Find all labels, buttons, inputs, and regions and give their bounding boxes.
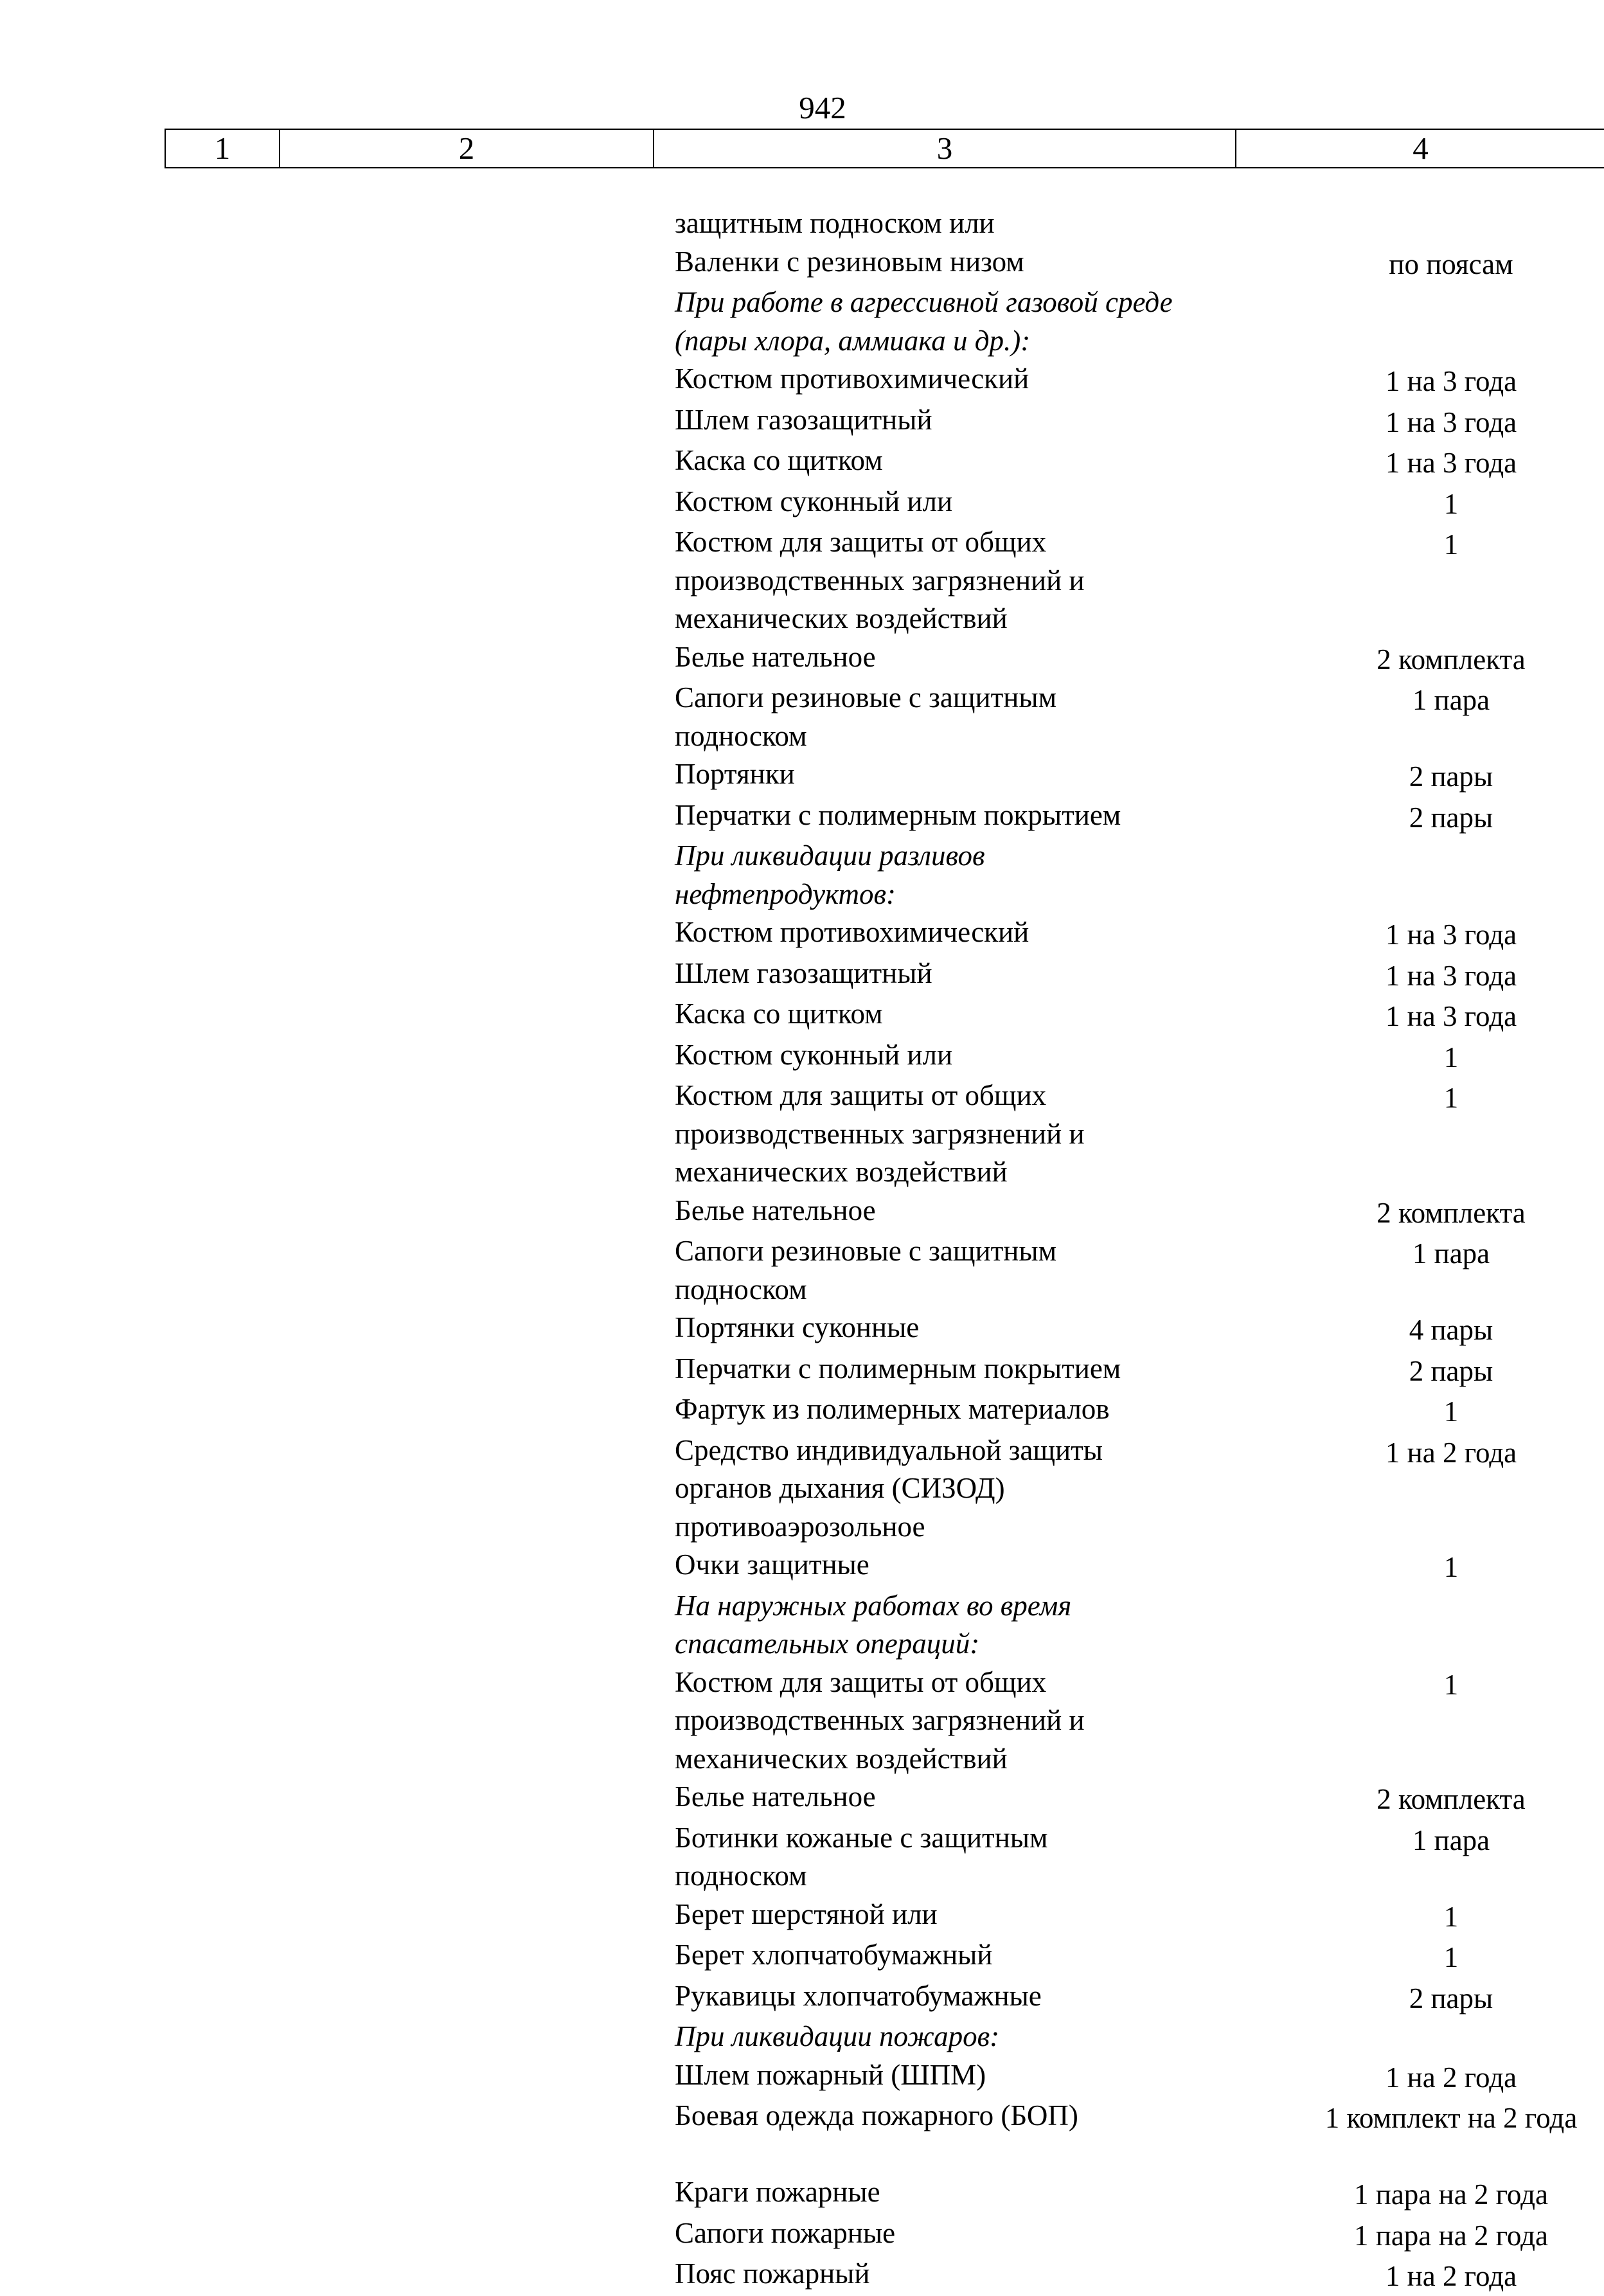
item-name-line: Сапоги резиновые с защитным: [675, 681, 1057, 713]
item-norm: 1 на 3 года: [1385, 406, 1517, 438]
item-norm: 1 на 3 года: [1385, 919, 1517, 951]
section-heading-line: (пары хлора, аммиака и др.):: [675, 324, 1031, 357]
item-row: [675, 2214, 1587, 2256]
item-row: [675, 1546, 1587, 1587]
item-name-line: Белье нательное: [675, 640, 876, 673]
item-norm: 1 на 3 года: [1385, 447, 1517, 479]
column-header-1: 1: [165, 129, 280, 168]
item-name: [675, 1431, 1253, 1547]
item-name-line: защитным подноском или: [675, 207, 995, 239]
item-name: [675, 2097, 1253, 2173]
item-norm: 1: [1443, 1941, 1459, 1973]
item-norm: 2 комплекта: [1377, 1783, 1526, 1815]
item-row: [675, 1977, 1587, 2018]
item-row: [675, 1309, 1587, 1350]
item-name-line: [675, 2135, 1253, 2174]
item-row: [675, 1350, 1587, 1391]
column-header-3: 3: [654, 129, 1236, 168]
item-row: [675, 1819, 1587, 1896]
item-name-line: Портянки: [675, 758, 795, 790]
section-heading: [675, 837, 1253, 913]
item-row: [675, 2255, 1587, 2296]
item-name: [675, 2056, 1253, 2095]
item-name: [675, 679, 1253, 755]
item-norm: 1 на 3 года: [1385, 959, 1517, 992]
item-norm: 1 пара: [1412, 1237, 1490, 1269]
item-name: [675, 913, 1253, 952]
section-heading-line: При ликвидации разливов: [675, 839, 985, 872]
item-name: [675, 955, 1253, 993]
item-name-line: Костюм суконный или: [675, 485, 953, 517]
item-row: [675, 995, 1587, 1036]
section-heading: [675, 2018, 1253, 2056]
item-row: [675, 442, 1587, 483]
item-name-line: производственных загрязнений и: [675, 1117, 1085, 1150]
item-name-line: Средство индивидуальной защиты: [675, 1433, 1103, 1466]
item-name-line: Очки защитные: [675, 1548, 869, 1581]
item-name: [675, 1896, 1253, 1934]
item-norm: 1: [1443, 487, 1459, 520]
item-name-line: Костюм для защиты от общих: [675, 1079, 1047, 1111]
item-row: [675, 955, 1587, 996]
item-name: [675, 2214, 1253, 2253]
section-heading-line: При ликвидации пожаров:: [675, 2020, 1000, 2052]
item-row: [675, 204, 1587, 243]
item-name-line: Перчатки с полимерным покрытием: [675, 1352, 1121, 1385]
item-name: [675, 483, 1253, 521]
item-name-line: Валенки с резиновым низом: [675, 245, 1024, 278]
item-name: [675, 243, 1253, 282]
item-row: [675, 360, 1587, 401]
item-row: [675, 1077, 1587, 1192]
item-norm: 1: [1443, 1900, 1459, 1933]
section-heading-line: нефтепродуктов:: [675, 877, 896, 910]
item-norm: 1 пара: [1412, 684, 1490, 716]
item-name-line: подноском: [675, 719, 807, 752]
item-name-line: Шлем пожарный (ШПМ): [675, 2058, 986, 2091]
item-norm: 1 на 2 года: [1385, 2260, 1517, 2292]
item-norm: 1 на 2 года: [1385, 1436, 1517, 1469]
equipment-list: [675, 204, 1587, 2296]
item-row: [675, 1390, 1587, 1431]
item-name-line: Белье нательное: [675, 1780, 876, 1813]
item-name-line: Рукавицы хлопчатобумажные: [675, 1979, 1042, 2012]
item-norm: 1 на 3 года: [1385, 365, 1517, 397]
item-name: [675, 2173, 1253, 2212]
item-norm: 1 пара: [1412, 1824, 1490, 1856]
column-header-2: 2: [280, 129, 654, 168]
item-norm: 2 пары: [1409, 801, 1493, 834]
item-row: [675, 679, 1587, 755]
item-name: [675, 401, 1253, 440]
item-name-line: подноском: [675, 1860, 807, 1892]
item-name: [675, 1936, 1253, 1975]
item-name: [675, 1036, 1253, 1075]
item-name-line: механических воздействий: [675, 1742, 1008, 1775]
item-name: [675, 1664, 1253, 1779]
item-name-line: Шлем газозащитный: [675, 403, 932, 436]
item-name-line: противоаэрозольное: [675, 1510, 925, 1543]
item-name-line: Костюм противохимический: [675, 363, 1029, 395]
item-name-line: Портянки суконные: [675, 1311, 920, 1343]
item-name: [675, 995, 1253, 1034]
item-row: [675, 1936, 1587, 1977]
item-name-line: Боевая одежда пожарного (БОП): [675, 2099, 1078, 2131]
item-norm: 1: [1443, 528, 1459, 561]
item-name: [675, 1232, 1253, 1309]
item-name-line: Белье нательное: [675, 1194, 876, 1226]
item-name: [675, 1192, 1253, 1230]
section-heading-line: На наружных работах во время: [675, 1589, 1072, 1622]
item-name-line: Шлем газозащитный: [675, 956, 932, 989]
item-row: [675, 1431, 1587, 1547]
item-norm: 1: [1443, 1041, 1459, 1073]
item-name: [675, 442, 1253, 480]
item-row: [675, 755, 1587, 796]
item-name-line: Пояс пожарный: [675, 2257, 870, 2290]
item-row: [675, 2097, 1587, 2173]
column-header-4: 4: [1236, 129, 1604, 168]
item-norm: 1: [1443, 1668, 1459, 1701]
column-header-row: [165, 129, 1604, 168]
item-row: [675, 483, 1587, 524]
item-row: [675, 1778, 1587, 1819]
item-name: [675, 638, 1253, 677]
item-name-line: Сапоги резиновые с защитным: [675, 1235, 1057, 1267]
item-name: [675, 523, 1253, 638]
item-row: [675, 1896, 1587, 1937]
item-name: [675, 204, 1253, 243]
item-name-line: Каска со щитком: [675, 444, 883, 476]
item-name-line: Берет хлопчатобумажный: [675, 1939, 993, 1971]
item-norm: 1: [1443, 1395, 1459, 1428]
item-norm: 1 комплект на 2 года: [1324, 2102, 1578, 2134]
item-norm: 1 на 2 года: [1385, 2061, 1517, 2094]
item-name: [675, 1546, 1253, 1584]
item-name: [675, 1077, 1253, 1192]
item-row: [675, 796, 1587, 838]
item-norm: 1: [1443, 1082, 1459, 1114]
item-norm: 1: [1443, 1551, 1459, 1583]
item-norm: [1323, 204, 1580, 207]
page-number: 942: [799, 90, 846, 125]
item-name: [675, 1977, 1253, 2016]
item-name-line: подноском: [675, 1273, 807, 1305]
item-name-line: Каска со щитком: [675, 998, 883, 1030]
item-name: [675, 2255, 1253, 2293]
item-name-line: Фартук из полимерных материалов: [675, 1393, 1110, 1425]
item-norm: 1 пара на 2 года: [1354, 2219, 1548, 2252]
section-heading-line: При работе в агрессивной газовой среде: [675, 286, 1173, 318]
item-name-line: Костюм противохимический: [675, 916, 1029, 948]
item-name-line: механических воздействий: [675, 1156, 1008, 1188]
item-name-line: Костюм для защиты от общих: [675, 526, 1047, 558]
item-name-line: механических воздействий: [675, 602, 1008, 634]
item-row: [675, 913, 1587, 955]
item-norm: 2 комплекта: [1377, 1196, 1526, 1229]
item-row: [675, 2056, 1587, 2097]
item-name-line: производственных загрязнений и: [675, 564, 1085, 596]
item-name: [675, 360, 1253, 399]
item-row: [675, 243, 1587, 284]
item-name: [675, 1350, 1253, 1388]
item-norm: 1 на 3 года: [1385, 1000, 1517, 1032]
item-row: [675, 2173, 1587, 2214]
item-row: [675, 401, 1587, 442]
column-header-table: [165, 129, 1604, 168]
item-row: [675, 638, 1587, 679]
item-name-line: Костюм суконный или: [675, 1038, 953, 1071]
item-norm: 1 пара на 2 года: [1354, 2178, 1548, 2211]
item-name-line: Берет шерстяной или: [675, 1897, 938, 1930]
item-name-line: производственных загрязнений и: [675, 1704, 1085, 1736]
item-row: [675, 1232, 1587, 1309]
section-heading-line: спасательных операций:: [675, 1628, 980, 1660]
item-name-line: Ботинки кожаные с защитным: [675, 1821, 1048, 1854]
item-name-line: органов дыхания (СИЗОД): [675, 1472, 1005, 1504]
item-row: [675, 1036, 1587, 1077]
item-row: [675, 1192, 1587, 1233]
item-name-line: Костюм для защиты от общих: [675, 1665, 1047, 1698]
item-name: [675, 1390, 1253, 1429]
item-norm: 2 пары: [1409, 760, 1493, 793]
item-row: [675, 523, 1587, 638]
section-heading: [675, 283, 1253, 360]
item-name-line: Перчатки с полимерным покрытием: [675, 798, 1121, 831]
item-norm: 4 пары: [1409, 1314, 1493, 1346]
item-name: [675, 1309, 1253, 1347]
item-name-line: Краги пожарные: [675, 2176, 880, 2208]
item-name: [675, 796, 1253, 835]
item-row: [675, 1664, 1587, 1779]
section-heading: [675, 1587, 1253, 1664]
item-norm: 2 пары: [1409, 1354, 1493, 1387]
item-name: [675, 1778, 1253, 1816]
item-name-line: Сапоги пожарные: [675, 2216, 896, 2249]
item-name: [675, 755, 1253, 794]
item-name: [675, 1819, 1253, 1896]
item-norm: по поясам: [1389, 247, 1513, 280]
item-norm: 2 пары: [1409, 1982, 1493, 2014]
item-norm: 2 комплекта: [1377, 643, 1526, 676]
